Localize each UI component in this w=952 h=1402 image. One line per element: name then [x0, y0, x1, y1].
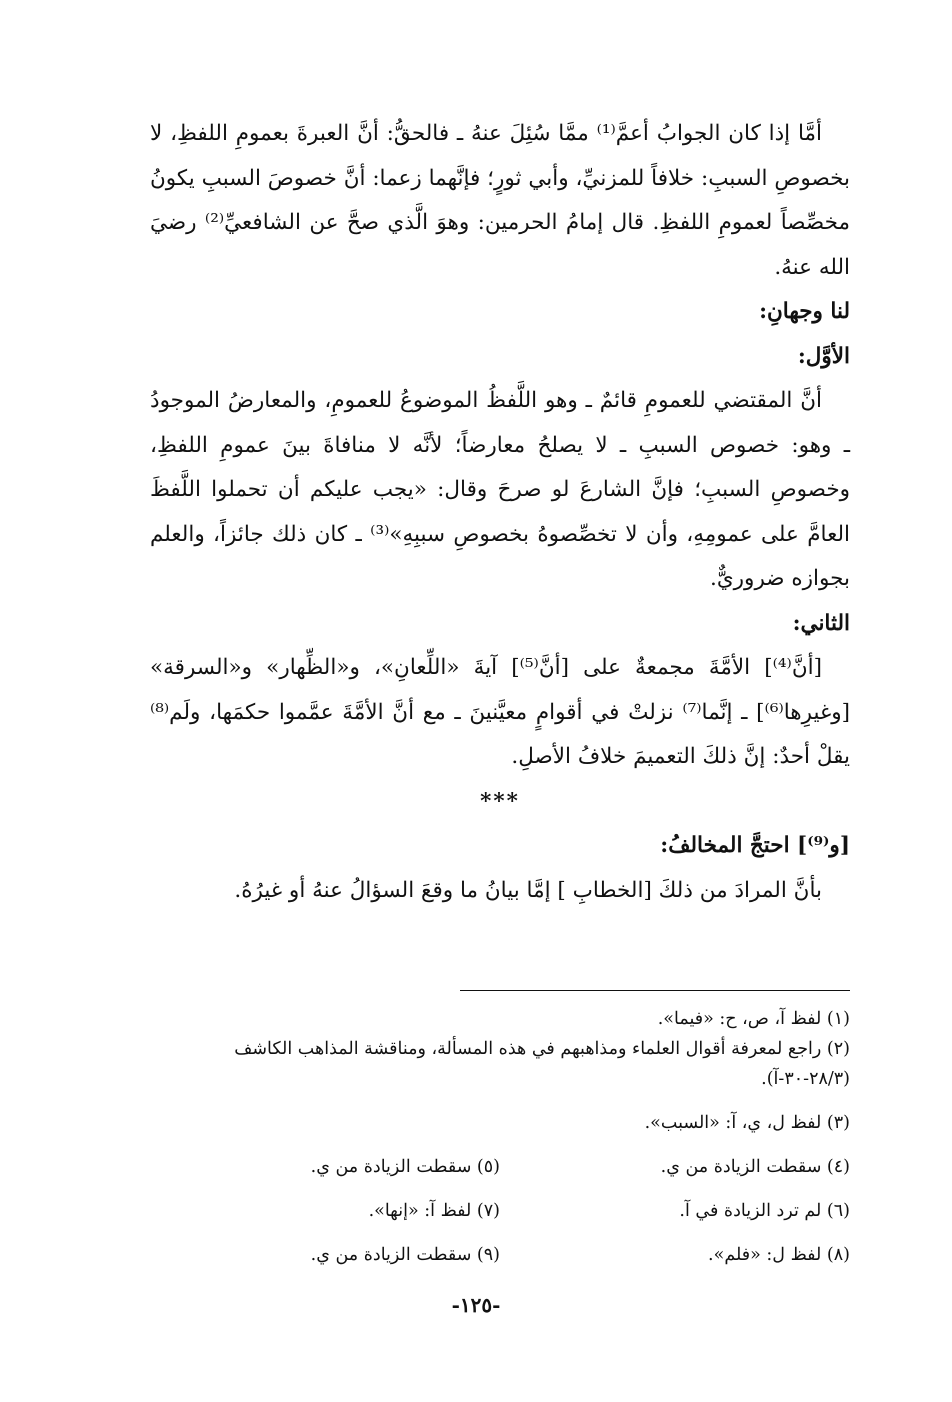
footnote-7: (٧) لفظ آ: «إنها». — [368, 1201, 500, 1221]
paragraph-first: أنَّ المقتضي للعمومِ قائمٌ ـ وهو اللَّفظُ الموضوعُ للعمومِ، والمعارضُ الموجودُ ـ وهو: خصوص السببِ ـ لا يصلحُ معارضاً؛ لأنَّه لا منافاةَ بينَ عمومِ اللفظِ، وخصوصِ السببِ؛ فإنَّ الشارعَ لو صرحَ وقال: «يجب عليكم أن تحملوا اللَّفظَ العامَّ على عمومِهِ، وأن لا تخصِّصوهُ بخصوصِ سببِهِ»⁽³⁾ ـ كان ذلك جائزاً، والعلم بجوازه ضروريٌّ. — [150, 388, 850, 591]
footnote-1: (١) لفظ آ، ص، ح: «فيما». — [657, 1009, 850, 1029]
footnote-6: (٦) لم ترد الزيادة في آ. — [679, 1201, 850, 1221]
heading-two-arguments: لنا وجهانِ: — [759, 299, 850, 324]
main-text — [150, 112, 850, 913]
paragraph-second: [أنَّ⁽⁴⁾] الأمَّةَ مجمعةٌ على [أنَّ⁽⁵⁾] آيةَ «اللِّعانِ»، و«الظِّهار» و«السرقة» [وغيرِها⁽⁶⁾] ـ إنَّما⁽⁷⁾ نزلتْ في أقوامٍ معيَّنينَ ـ مع أنَّ الأمَّةَ عمَّموا حكمَها، ولَم⁽⁸⁾ يقلْ أحدٌ: إنَّ ذلكَ التعميمَ خلافُ الأصلِ. — [150, 655, 851, 769]
footnote-row-2 — [150, 1196, 850, 1226]
footnote-2: (٢) راجع لمعرفة أقوال العلماء ومذاهبهم في هذه المسألة، ومناقشة المذاهب الكاشف — [234, 1039, 850, 1059]
footnote-8: (٨) لفظ ل: «فلم». — [708, 1245, 850, 1265]
footnote-9: (٩) سقطت الزيادة من ي. — [310, 1245, 500, 1265]
footnote-3: (٣) لفظ ل، ي، آ: «السبب». — [644, 1113, 850, 1133]
footnote-row-1 — [150, 1152, 850, 1182]
section-divider: *** — [480, 788, 520, 814]
footnote-4: (٤) سقطت الزيادة من ي. — [660, 1157, 850, 1177]
heading-second: الثاني: — [792, 610, 850, 636]
footnotes — [150, 1004, 850, 1270]
paragraph-1: أمَّا إذا كان الجوابُ أعمَّ⁽¹⁾ ممَّا سُئِلَ عنهُ ـ فالحقُّ: أنَّ العبرةَ بعمومِ اللفظِ، لا بخصوصِ السببِ: خلافاً للمزنيِّ، وأبي ثورٍ؛ فإنَّهما زعما: أنَّ خصوصَ السببِ يكونُ مخصِّصاً لعمومِ اللفظِ. قال إمامُ الحرمين: وهوَ الَّذي صحَّ عن الشافعيِّ⁽²⁾ رضيَ الله عنهُ. — [150, 121, 850, 280]
page-number: -١٢٥- — [451, 1293, 501, 1317]
heading-opponent: [و⁽⁹⁾] احتجَّ المخالفُ: — [660, 833, 850, 858]
heading-first: الأوَّل: — [797, 343, 850, 369]
footnote-5: (٥) سقطت الزيادة من ي. — [310, 1157, 500, 1177]
paragraph-opponent: بأنَّ المرادَ من ذلكَ [الخطابِ ] إمَّا بيانُ ما وقعَ السؤالُ عنهُ أو غيرُهُ. — [234, 877, 822, 903]
footnote-rule — [460, 990, 850, 991]
footnote-row-3 — [150, 1240, 850, 1270]
footnote-2-cont: (٢٨/٣-٣٠-آ). — [761, 1069, 850, 1089]
